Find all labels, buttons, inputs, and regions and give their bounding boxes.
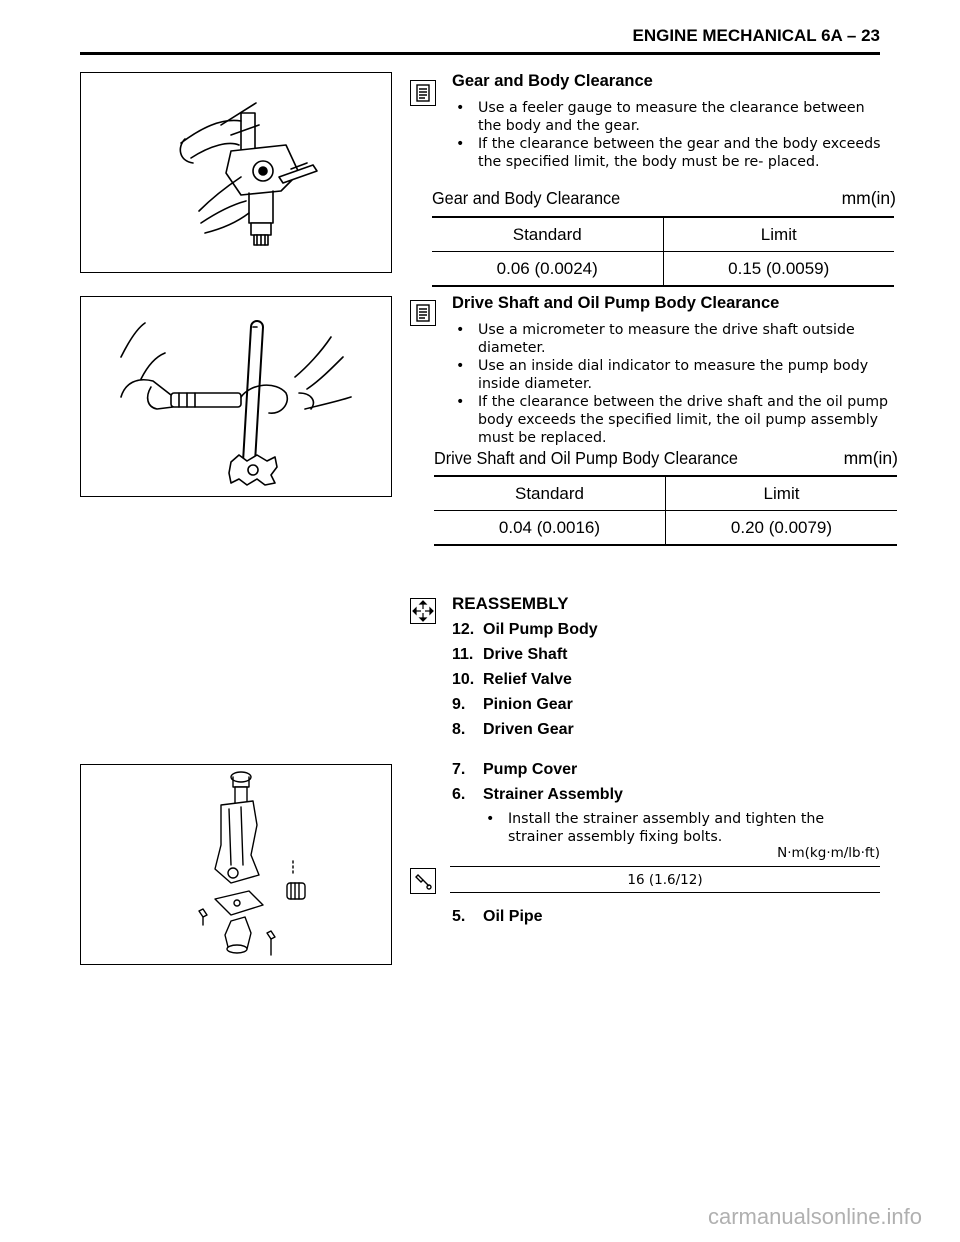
manual-book-icon xyxy=(410,300,436,326)
standard-value: 0.04 (0.0016) xyxy=(434,511,666,546)
gear-clearance-table xyxy=(432,216,894,287)
page-title: ENGINE MECHANICAL 6A – 23 xyxy=(632,26,880,45)
reassembly-arrows-icon xyxy=(410,598,436,624)
table-row xyxy=(432,252,894,287)
figure-feeler-gauge xyxy=(80,72,392,273)
page-header xyxy=(80,22,880,55)
torque-table-bottom-rule xyxy=(450,892,880,893)
list-item: • Use a feeler gauge to measure the clearance between the body and the gear. xyxy=(452,99,892,135)
reassembly-heading: REASSEMBLY xyxy=(452,594,569,613)
column-header-limit: Limit xyxy=(663,217,894,252)
step-strainer-assembly: 6. Strainer Assembly xyxy=(452,786,623,803)
feeler-gauge-illustration xyxy=(81,73,391,272)
step-driven-gear: 8. Driven Gear xyxy=(452,721,574,738)
footer-watermark: carmanualsonline.info xyxy=(708,1204,923,1229)
list-item: • Install the strainer assembly and tighten the strainer assembly fixing bolts. xyxy=(482,810,882,846)
step-drive-shaft: 11. Drive Shaft xyxy=(452,646,568,663)
drive-shaft-clearance-section xyxy=(452,294,892,447)
torque-wrench-icon xyxy=(410,868,436,894)
strainer-assembly-illustration xyxy=(81,765,391,964)
torque-unit: N·m(kg·m/lb·ft) xyxy=(777,845,880,861)
table-row xyxy=(434,511,897,546)
gear-body-clearance-section xyxy=(452,72,892,171)
list-item: • Use an inside dial indicator to measure the pump body inside diameter. xyxy=(452,357,892,393)
step-oil-pump-body: 12. Oil Pump Body xyxy=(452,621,598,638)
spec-unit: mm(in) xyxy=(841,188,896,208)
spec-unit: mm(in) xyxy=(843,448,898,468)
section-heading: Gear and Body Clearance xyxy=(452,72,653,90)
instruction-list xyxy=(452,321,892,447)
figure-strainer-assembly xyxy=(80,764,392,965)
instruction-list xyxy=(452,99,892,171)
shaft-clearance-table xyxy=(434,475,897,546)
spec-table-title: Drive Shaft and Oil Pump Body Clearance xyxy=(434,448,738,468)
table-header-row xyxy=(432,217,894,252)
column-header-standard: Standard xyxy=(434,476,666,511)
list-item: • If the clearance between the gear and the body exceeds the specified limit, the body must be re- placed. xyxy=(452,135,892,171)
strainer-instruction xyxy=(482,810,882,846)
list-item: • Use a micrometer to measure the drive shaft outside diameter. xyxy=(452,321,892,357)
step-pinion-gear: 9. Pinion Gear xyxy=(452,696,573,713)
figure-micrometer xyxy=(80,296,392,497)
column-header-standard: Standard xyxy=(432,217,663,252)
limit-value: 0.20 (0.0079) xyxy=(666,511,898,546)
spec-table-title: Gear and Body Clearance xyxy=(432,188,621,208)
torque-value: 16 (1.6/12) xyxy=(627,872,703,888)
step-oil-pipe: 5. Oil Pipe xyxy=(452,908,543,925)
limit-value: 0.15 (0.0059) xyxy=(663,252,894,287)
section-heading: Drive Shaft and Oil Pump Body Clearance xyxy=(452,294,780,312)
column-header-limit: Limit xyxy=(666,476,898,511)
list-item: • If the clearance between the drive shaft and the oil pump body exceeds the specified limit, the oil pump assembly must be replaced. xyxy=(452,393,892,447)
torque-table-top-rule xyxy=(450,866,880,867)
step-pump-cover: 7. Pump Cover xyxy=(452,761,578,778)
step-relief-valve: 10. Relief Valve xyxy=(452,671,572,688)
manual-book-icon xyxy=(410,80,436,106)
standard-value: 0.06 (0.0024) xyxy=(432,252,663,287)
micrometer-illustration xyxy=(81,297,391,496)
table-header-row xyxy=(434,476,897,511)
